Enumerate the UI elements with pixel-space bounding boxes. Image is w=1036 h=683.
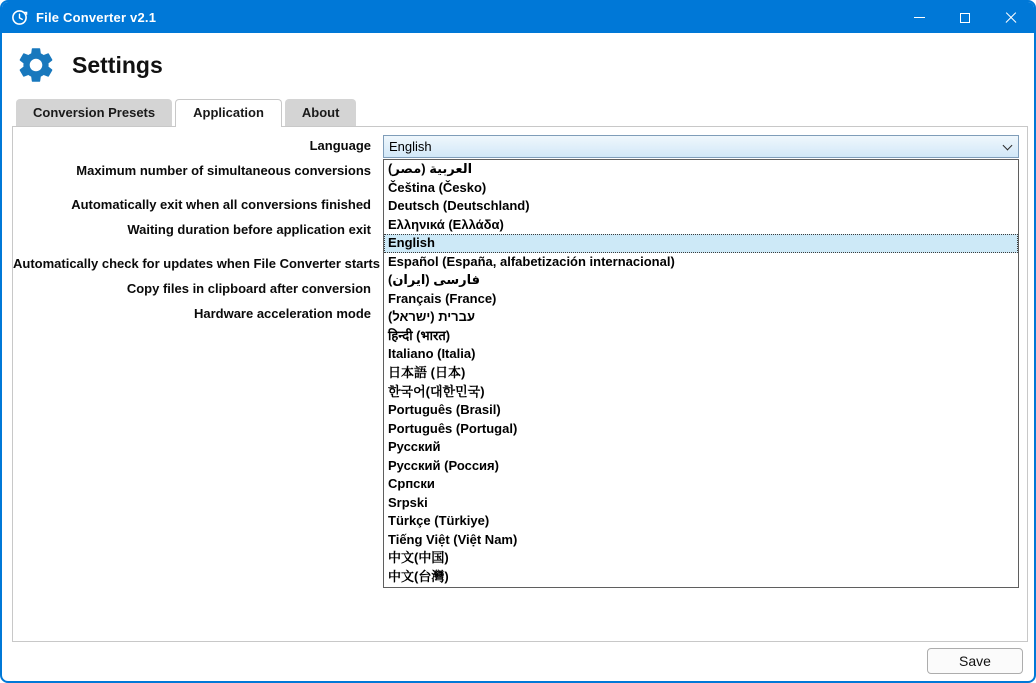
tab-about[interactable]: About: [285, 99, 357, 126]
maximize-icon: [960, 13, 970, 23]
language-option[interactable]: हिन्दी (भारत): [388, 327, 451, 343]
save-button[interactable]: Save: [927, 648, 1023, 674]
window-controls: [896, 2, 1034, 33]
language-option[interactable]: فارسی (ایران): [388, 272, 481, 288]
label-waiting-duration: Waiting duration before application exit: [127, 222, 371, 237]
language-option[interactable]: Français (France): [388, 290, 497, 306]
language-option[interactable]: Português (Portugal): [388, 420, 518, 436]
label-copy-files-clipboard: Copy files in clipboard after conversion: [126, 281, 371, 296]
language-option[interactable]: 中文(中国): [388, 550, 449, 566]
language-combobox-value: English: [389, 139, 432, 154]
language-option[interactable]: Deutsch (Deutschland): [388, 198, 530, 214]
page-title: Settings: [72, 51, 163, 78]
language-option[interactable]: English: [384, 234, 1018, 253]
language-option[interactable]: Português (Brasil): [388, 402, 501, 418]
language-option[interactable]: Türkçe (Türkiye): [388, 513, 490, 529]
settings-header: [15, 44, 163, 86]
language-option[interactable]: Español (España, alfabetización internacional): [388, 253, 675, 269]
language-option[interactable]: Tiếng Việt (Việt Nam): [388, 531, 518, 547]
label-max-simultaneous-conversions: Maximum number of simultaneous conversions: [76, 163, 371, 178]
label-hardware-acceleration: Hardware acceleration mode: [193, 306, 371, 321]
label-auto-check-updates: Automatically check for updates when File Converter starts: [13, 256, 380, 271]
language-option[interactable]: Srpski: [388, 494, 428, 510]
gear-icon: [15, 44, 57, 86]
close-icon: [1005, 12, 1017, 24]
language-combobox[interactable]: [383, 135, 1019, 158]
tab-conversion-presets[interactable]: Conversion Presets: [16, 99, 172, 126]
language-option[interactable]: Italiano (Italia): [388, 346, 476, 362]
label-language: Language: [309, 138, 371, 153]
language-option[interactable]: Čeština (Česko): [388, 179, 487, 195]
language-option[interactable]: Ελληνικά (Ελλάδα): [388, 216, 504, 232]
titlebar[interactable]: [2, 2, 1034, 33]
tab-application[interactable]: Application: [175, 99, 282, 127]
language-option[interactable]: 日本語 (日本): [388, 365, 466, 381]
maximize-button[interactable]: [942, 2, 988, 33]
window-title: File Converter v2.1: [36, 10, 157, 25]
language-option[interactable]: Русский (Россия): [388, 457, 499, 473]
language-option[interactable]: Српски: [388, 476, 435, 492]
label-auto-exit-when-finished: Automatically exit when all conversions finished: [71, 197, 371, 212]
language-option[interactable]: 한국어(대한민국): [388, 383, 485, 399]
application-settings-panel: [12, 126, 1028, 642]
close-button[interactable]: [988, 2, 1034, 33]
language-option[interactable]: עברית (ישראל): [388, 309, 476, 325]
app-icon: [11, 9, 28, 26]
language-option[interactable]: 中文(台灣): [388, 569, 449, 585]
language-list[interactable]: [383, 159, 1019, 588]
chevron-down-icon: [1003, 141, 1013, 151]
minimize-button[interactable]: [896, 2, 942, 33]
tab-bar: [16, 99, 356, 127]
minimize-icon: [914, 17, 925, 18]
language-option[interactable]: Русский: [388, 439, 441, 455]
language-option[interactable]: العربية (مصر): [388, 161, 473, 176]
